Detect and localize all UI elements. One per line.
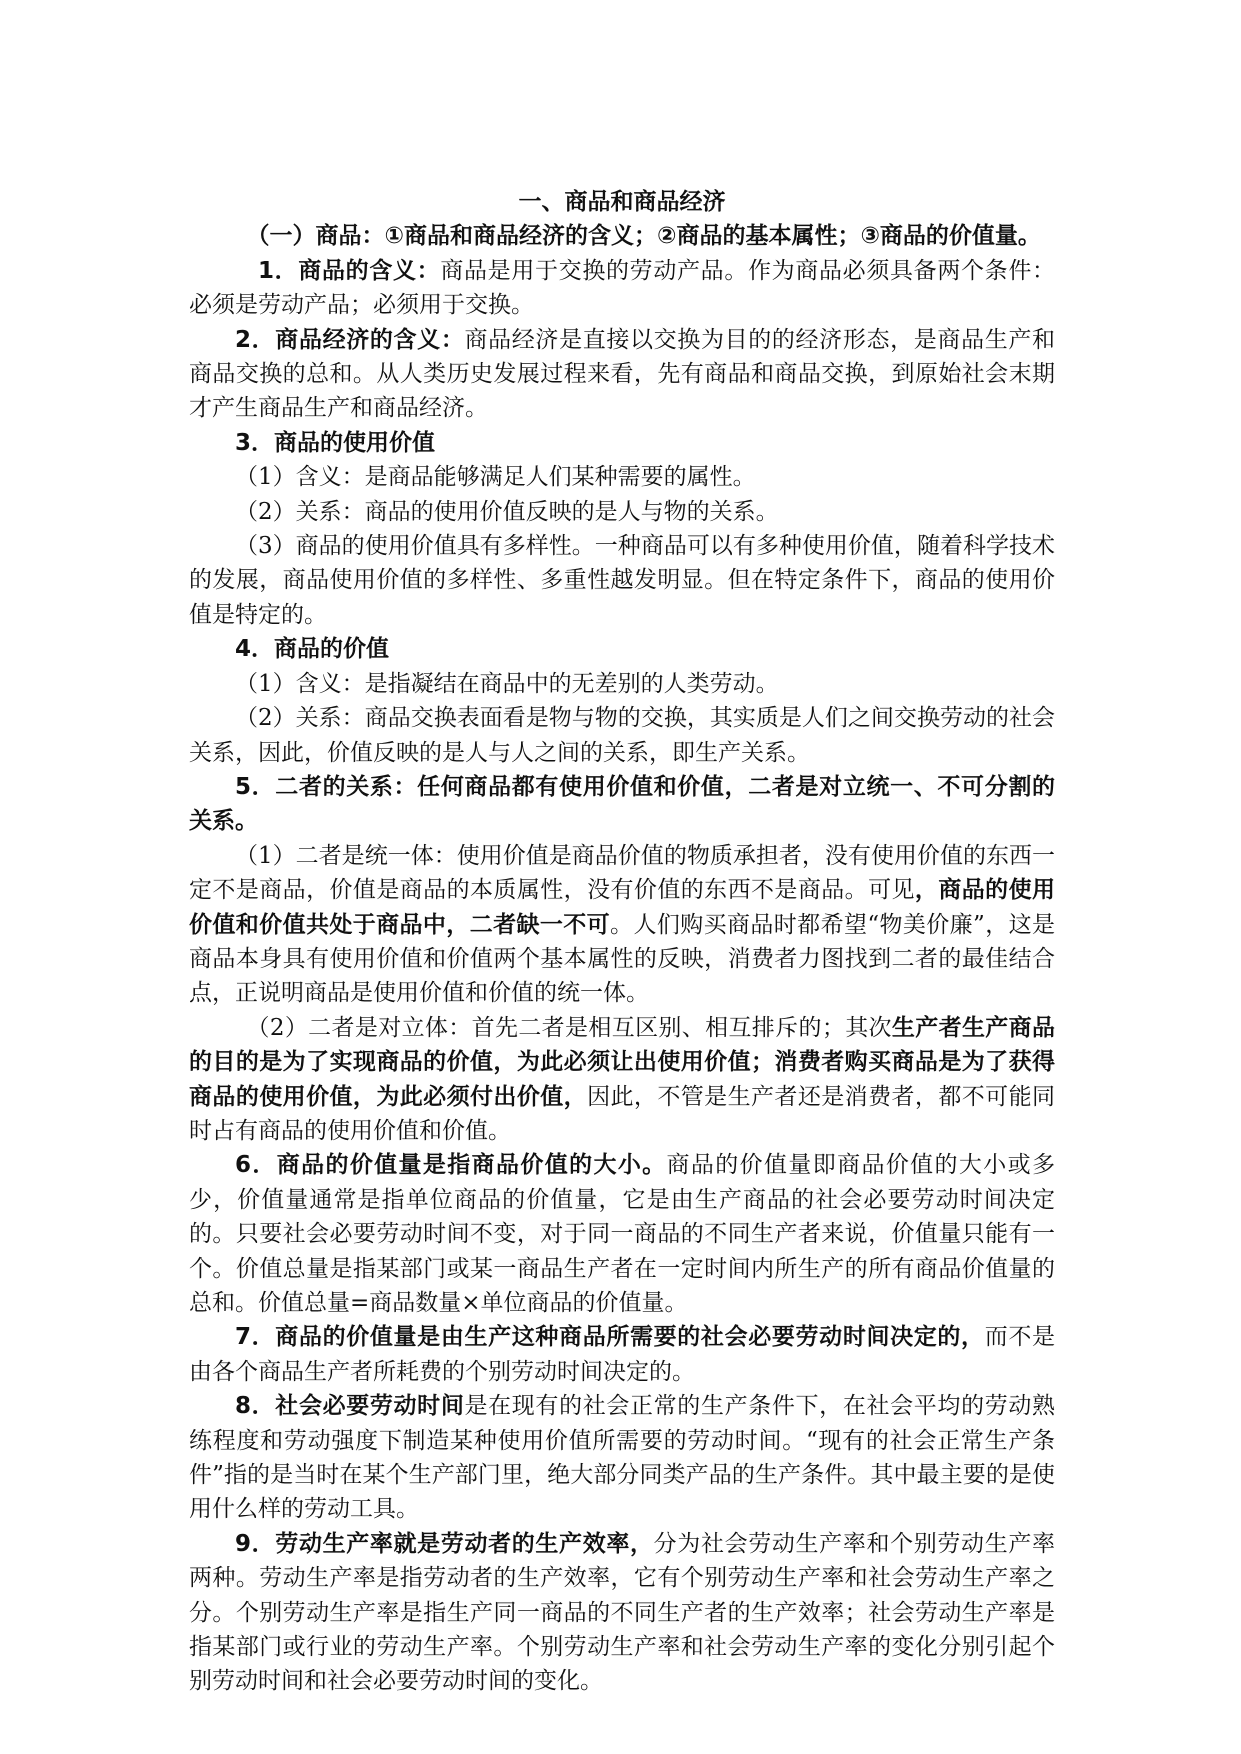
paragraph-5a	[189, 839, 1055, 1011]
paragraph-5a-part1: （1）二者是统一体：使用价值是商品价值的物质承担者，没有使用价值的东西一定不是商品，价值是商品的本质属性，没有价值的东西不是商品。可见	[189, 842, 1055, 904]
paragraph-7	[189, 1320, 1055, 1389]
subsection-heading: （一）商品：①商品和商品经济的含义；②商品的基本属性；③商品的价值量。	[246, 223, 1041, 250]
section-title: 一、商品和商品经济	[518, 189, 726, 215]
heading-3: 3．商品的使用价值	[235, 429, 436, 456]
paragraph-5b-part3: 因此，不管是生产者还是消费者，都不可能同时占有商品的使用价值和价值。	[189, 1083, 1056, 1144]
paragraph-5b	[189, 1011, 1055, 1149]
paragraph-7-lead: 7．商品的价值量是由生产这种商品所需要的社会必要劳动时间决定的，	[235, 1324, 985, 1351]
paragraph-5b-bold: 生产者生产商品的目的是为了实现商品的价值，为此必须让出使用价值；消费者购买商品是为了获得商品的使用价值，为此必须付出价值，	[189, 1014, 1055, 1110]
paragraph-1-lead: 1．商品的含义：	[258, 257, 441, 284]
paragraph-8-lead: 8．社会必要劳动时间	[235, 1393, 465, 1420]
paragraph-2-lead: 2．商品经济的含义：	[235, 326, 465, 353]
paragraph-2	[189, 323, 1055, 426]
paragraph-3c: （3）商品的使用价值具有多样性。一种商品可以有多种使用价值，随着科学技术的发展，商品使用价值的多样性、多重性越发明显。但在特定条件下，商品的使用价值是特定的。	[189, 533, 1055, 628]
paragraph-1-text: 商品是用于交换的劳动产品。作为商品必须具备两个条件：必须是劳动产品；必须用于交换。	[189, 257, 1055, 319]
heading-4: 4．商品的价值	[235, 636, 390, 663]
paragraph-5b-part1: （2）二者是对立体：首先二者是相互区别、相互排斥的；其次	[246, 1014, 892, 1041]
document-page	[189, 185, 1055, 1699]
paragraph-8-text: 是在现有的社会正常的生产条件下，在社会平均的劳动熟练程度和劳动强度下制造某种使用价值所需要的劳动时间。“现有的社会正常生产条件”指的是当时在某个生产部门里，绝大部分同类产品的生产条件。其中最主要的是使用什么样的劳动工具。	[189, 1393, 1056, 1523]
paragraph-5a-bold: ，商品的使用价值和价值共处于商品中，二者缺一不可	[189, 877, 1056, 938]
paragraph-3a: （1）含义：是商品能够满足人们某种需要的属性。	[235, 464, 756, 491]
paragraph-3b: （2）关系：商品的使用价值反映的是人与物的关系。	[235, 498, 779, 525]
paragraph-4a: （1）含义：是指凝结在商品中的无差别的人类劳动。	[235, 670, 779, 697]
paragraph-9	[189, 1527, 1055, 1699]
paragraph-8	[189, 1389, 1055, 1527]
paragraph-7-text: 而不是由各个商品生产者所耗费的个别劳动时间决定的。	[189, 1324, 1055, 1385]
paragraph-5a-part3: 。人们购买商品时都希望“物美价廉”，这是商品本身具有使用价值和价值两个基本属性的反映，消费者力图找到二者的最佳结合点，正说明商品是使用价值和价值的统一体。	[189, 911, 1055, 1007]
heading-5: 5．二者的关系：任何商品都有使用价值和价值，二者是对立统一、不可分割的关系。	[189, 773, 1055, 835]
paragraph-2-text: 商品经济是直接以交换为目的的经济形态，是商品生产和商品交换的总和。从人类历史发展过程来看，先有商品和商品交换，到原始社会末期才产生商品生产和商品经济。	[189, 326, 1056, 422]
paragraph-6-lead: 6．商品的价值量是指商品价值的大小。	[235, 1152, 667, 1179]
paragraph-9-lead: 9．劳动生产率就是劳动者的生产效率，	[235, 1530, 654, 1557]
paragraph-1	[189, 254, 1055, 323]
paragraph-6	[189, 1148, 1055, 1320]
paragraph-4b: （2）关系：商品交换表面看是物与物的交换，其实质是人们之间交换劳动的社会关系，因此，价值反映的是人与人之间的关系，即生产关系。	[189, 705, 1055, 766]
paragraph-6-text: 商品的价值量即商品价值的大小或多少，价值量通常是指单位商品的价值量，它是由生产商品的社会必要劳动时间决定的。只要社会必要劳动时间不变，对于同一商品的不同生产者来说，价值量只能有一个。价值总量是指某部门或某一商品生产者在一定时间内所生产的所有商品价值量的总和。价值总量=商品数量×单位商品的价值量。	[189, 1152, 1055, 1316]
paragraph-9-text: 分为社会劳动生产率和个别劳动生产率两种。劳动生产率是指劳动者的生产效率，它有个别劳动生产率和社会劳动生产率之分。个别劳动生产率是指生产同一商品的不同生产者的生产效率；社会劳动生产率是指某部门或行业的劳动生产率。个别劳动生产率和社会劳动生产率的变化分别引起个别劳动时间和社会必要劳动时间的变化。	[189, 1530, 1056, 1695]
